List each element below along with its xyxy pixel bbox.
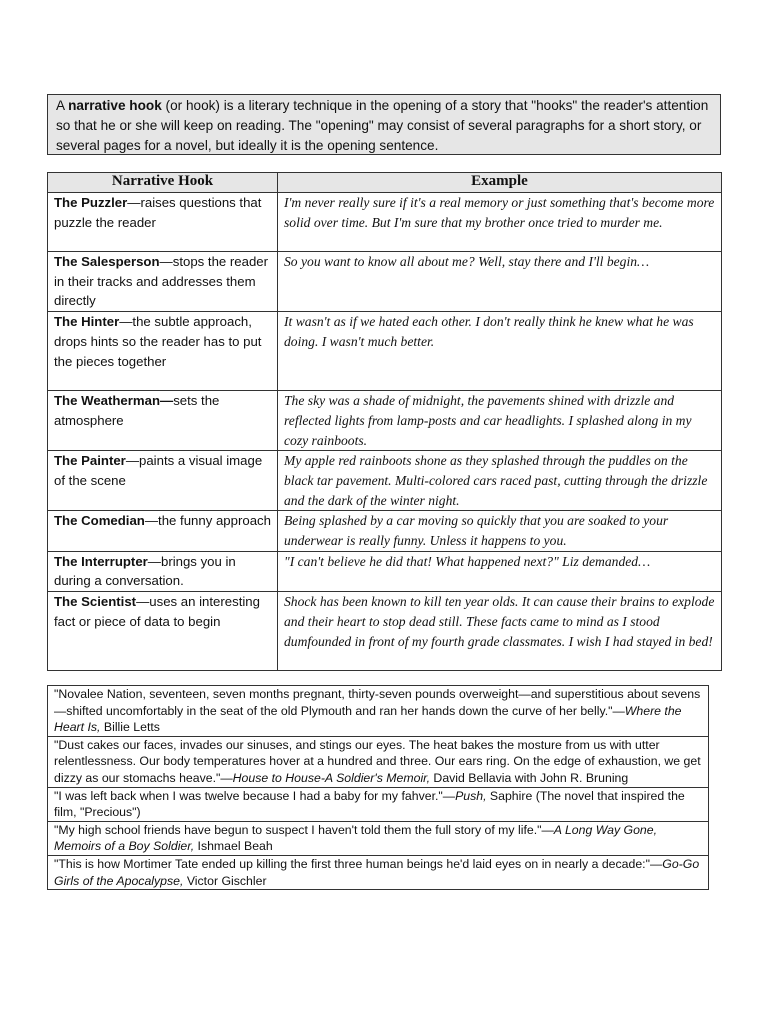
hook-cell: [48, 451, 278, 511]
example-cell: "I can't believe he did that! What happened next?" Liz demanded…: [278, 551, 722, 591]
table-row: [48, 511, 722, 551]
hook-name: The Weatherman—: [54, 393, 174, 409]
hook-cell: [48, 193, 278, 252]
book-title: Go-Go Girls of the Apocalypse,: [54, 856, 700, 888]
hook-name: The Scientist: [54, 594, 137, 610]
intro-text: (or hook) is a literary technique in the opening of a story that "hooks" the reader's attention so that he or she will keep on reading. The "opening" may consist of several paragraphs for a short story, or several pages for a novel, but ideally it is the opening sentence.: [56, 98, 709, 153]
book-title: A Long Way Gone, Memoirs of a Boy Soldier,: [54, 822, 658, 854]
example-cell: My apple red rainboots shone as they splashed through the puddles on the black tar pavement. Multi-colored cars raced past, cutting through the drizzle and the dark of the winter night.: [278, 451, 722, 511]
quote-row: [48, 821, 709, 855]
table-row: [48, 193, 722, 252]
hook-cell: [48, 592, 278, 671]
hook-cell: [48, 252, 278, 312]
quote-cell: [48, 821, 709, 855]
example-cell: Being splashed by a car moving so quickly that you are soaked to your underwear is really funny. Unless it happens to you.: [278, 511, 722, 551]
hook-name: The Hinter: [54, 314, 120, 330]
hook-description: —brings you in during a conversation.: [54, 553, 236, 589]
book-title: Push,: [455, 788, 487, 803]
example-cell: It wasn't as if we hated each other. I don't really think he knew what he was doing. I wasn't much better.: [278, 312, 722, 391]
quote-row: [48, 855, 709, 889]
quote-text: "Novalee Nation, seventeen, seven months pregnant, thirty-seven pounds overweight—and superstitious about sevens—shifted uncomfortably in the seat of the old Plymouth and ran her hands down the curve of her belly."—: [54, 687, 701, 718]
hook-cell: [48, 312, 278, 391]
hook-cell: [48, 511, 278, 551]
hook-description: —paints a visual image of the scene: [54, 453, 263, 488]
quote-row: [48, 736, 709, 787]
narrative-hook-table: [47, 172, 722, 671]
header-narrative-hook: Narrative Hook: [48, 173, 278, 193]
intro-definition: [47, 94, 721, 155]
hook-name: The Interrupter: [54, 553, 148, 569]
table-row: [48, 252, 722, 312]
quote-cell: [48, 855, 709, 889]
intro-prefix: A: [56, 98, 69, 113]
hook-description: —the subtle approach, drops hints so the reader has to put the pieces together: [54, 314, 262, 369]
hook-description: sets the atmosphere: [54, 393, 220, 428]
hook-cell: [48, 551, 278, 591]
example-cell: Shock has been known to kill ten year olds. It can cause their brains to explode and their heart to stop dead still. These facts came to mind as I stood dumfounded in front of my fourth grade classmates. I wish I had stayed in bed!: [278, 592, 722, 671]
header-example: Example: [278, 173, 722, 193]
table-header-row: [48, 173, 722, 193]
hook-cell: [48, 391, 278, 451]
quote-row: [48, 686, 709, 737]
intro-term: narrative hook: [68, 98, 162, 113]
quote-text: "My high school friends have begun to suspect I haven't told them the full story of my life."—: [54, 822, 554, 837]
quote-cell: [48, 736, 709, 787]
hook-description: —stops the reader in their tracks and addresses them directly: [54, 254, 269, 309]
quote-text: "This is how Mortimer Tate ended up killing the first three human beings he'd laid eyes on in nearly a decade:"—: [54, 856, 663, 871]
hook-description: —the funny approach: [144, 513, 271, 529]
book-title: Where the Heart Is,: [54, 703, 682, 735]
quote-text: "Dust cakes our faces, invades our sinuses, and stings our eyes. The heat bakes the mosture from us with utter relentlessness. Our body temperatures hover at a hundred and three. Our ears ring. On the edge of exhaustion, we get dizzy as our stomachs heave."—: [54, 737, 701, 785]
table-row: [48, 551, 722, 591]
example-cell: The sky was a shade of midnight, the pavements shined with drizzle and reflected lights from lamp-posts and car headlights. I splashed along in my cozy rainboots.: [278, 391, 722, 451]
quote-text: "I was left back when I was twelve because I had a baby for my fahver."—: [54, 788, 456, 803]
quote-row: [48, 787, 709, 821]
table-row: [48, 312, 722, 391]
quote-author: Billie Letts: [100, 720, 160, 735]
quote-author: Ishmael Beah: [194, 839, 273, 854]
quote-author: Saphire (The novel that inspired the film, "Precious"): [54, 788, 685, 820]
hook-description: —raises questions that puzzle the reader: [54, 195, 262, 230]
quote-cell: [48, 686, 709, 737]
opening-lines-table: [47, 685, 709, 890]
quote-author: David Bellavia with John R. Bruning: [430, 770, 629, 785]
quote-author: Victor Gischler: [183, 873, 267, 888]
quote-cell: [48, 787, 709, 821]
hook-name: The Painter: [54, 453, 126, 469]
example-cell: I'm never really sure if it's a real memory or just something that's become more solid over time. But I'm sure that my brother once tried to murder me.: [278, 193, 722, 252]
table-row: [48, 451, 722, 511]
hook-name: The Salesperson: [54, 254, 160, 269]
table-row: [48, 391, 722, 451]
book-title: House to House-A Soldier's Memoir,: [232, 770, 431, 785]
example-cell: So you want to know all about me? Well, stay there and I'll begin…: [278, 252, 722, 312]
hook-name: The Puzzler: [54, 195, 128, 210]
hook-name: The Comedian: [54, 513, 145, 529]
table-row: [48, 592, 722, 671]
hook-description: —uses an interesting fact or piece of data to begin: [54, 594, 260, 629]
